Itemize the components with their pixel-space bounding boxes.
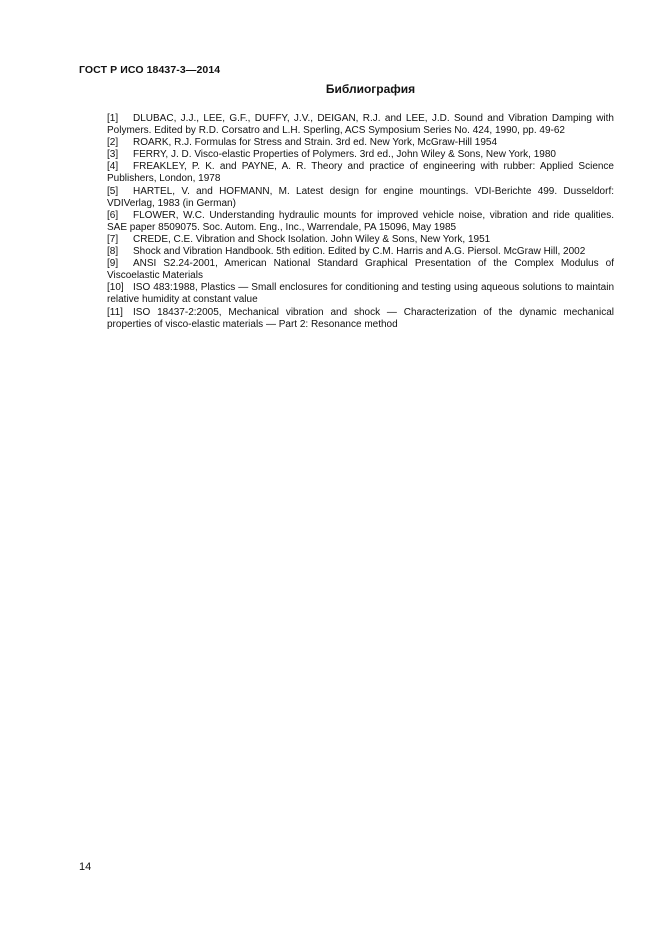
bibliography-text: ISO 18437-2:2005, Mechanical vibration and shock — Characterization of the dynamic mechanical properties of visco-elastic materials — Part 2: Resonance method bbox=[107, 306, 614, 330]
bibliography-number: [6] bbox=[107, 209, 119, 221]
bibliography-item bbox=[107, 210, 614, 234]
bibliography-number: [7] bbox=[107, 233, 119, 245]
bibliography-text: DLUBAC, J.J., LEE, G.F., DUFFY, J.V., DEIGAN, R.J. and LEE, J.D. Sound and Vibration Damping with Polymers. Edited by R.D. Corsatro and L.H. Sperling, ACS Symposium Series No. 424, 1990, pp. 49-62 bbox=[107, 113, 614, 137]
page-number: 14 bbox=[79, 861, 92, 873]
bibliography-text: HARTEL, V. and HOFMANN, M. Latest design for engine mountings. VDI-Berichte 499. Dusseldorf: VDIVerlag, 1983 (in German) bbox=[107, 185, 614, 209]
bibliography-number: [11] bbox=[107, 306, 123, 318]
bibliography-item bbox=[107, 186, 614, 210]
bibliography-number: [2] bbox=[107, 137, 119, 149]
bibliography-number: [9] bbox=[107, 258, 119, 270]
bibliography-text: FERRY, J. D. Visco-elastic Properties of Polymers. 3rd ed., John Wiley & Sons, New York, 1980 bbox=[133, 149, 556, 161]
bibliography-item bbox=[107, 258, 614, 282]
bibliography-number: [3] bbox=[107, 149, 119, 161]
page-title: Библиография bbox=[325, 82, 416, 96]
bibliography-item bbox=[107, 307, 614, 331]
bibliography-item bbox=[107, 137, 614, 149]
bibliography-item bbox=[107, 161, 614, 185]
bibliography-number: [1] bbox=[107, 113, 119, 124]
bibliography-number: [10] bbox=[107, 282, 124, 294]
bibliography-item bbox=[107, 149, 614, 161]
bibliography-text: FREAKLEY, P. K. and PAYNE, A. R. Theory and practice of engineering with rubber: Applied Science Publishers, London, 1978 bbox=[107, 161, 614, 185]
bibliography-text: ANSI S2.24-2001, American National Standard Graphical Presentation of the Complex Modulus of Viscoelastic Materials bbox=[107, 258, 614, 282]
bibliography-item bbox=[107, 113, 614, 137]
bibliography-text: Shock and Vibration Handbook. 5th edition. Edited by C.M. Harris and A.G. Piersol. McGraw Hill, 2002 bbox=[133, 246, 586, 258]
bibliography-item bbox=[107, 246, 614, 258]
bibliography-number: [4] bbox=[107, 161, 119, 173]
bibliography-text: CREDE, C.E. Vibration and Shock Isolation. John Wiley & Sons, New York, 1951 bbox=[133, 233, 491, 245]
bibliography-item bbox=[107, 234, 614, 246]
bibliography-number: [5] bbox=[107, 185, 119, 197]
bibliography-text: ISO 483:1988, Plastics — Small enclosures for conditioning and testing using aqueous solutions to maintain relative humidity at constant value bbox=[107, 282, 614, 306]
document-header: ГОСТ Р ИСО 18437-3—2014 bbox=[79, 64, 221, 76]
bibliography-text: ROARK, R.J. Formulas for Stress and Strain. 3rd ed. New York, McGraw-Hill 1954 bbox=[133, 137, 498, 149]
bibliography-item bbox=[107, 282, 614, 306]
bibliography-number: [8] bbox=[107, 246, 119, 258]
bibliography-list bbox=[107, 113, 614, 331]
bibliography-text: FLOWER, W.C. Understanding hydraulic mounts for improved vehicle noise, vibration and ride qualities. SAE paper 8509075. Soc. Autom. Eng., Inc., Warrendale, PA 15096, May 1985 bbox=[107, 209, 614, 233]
